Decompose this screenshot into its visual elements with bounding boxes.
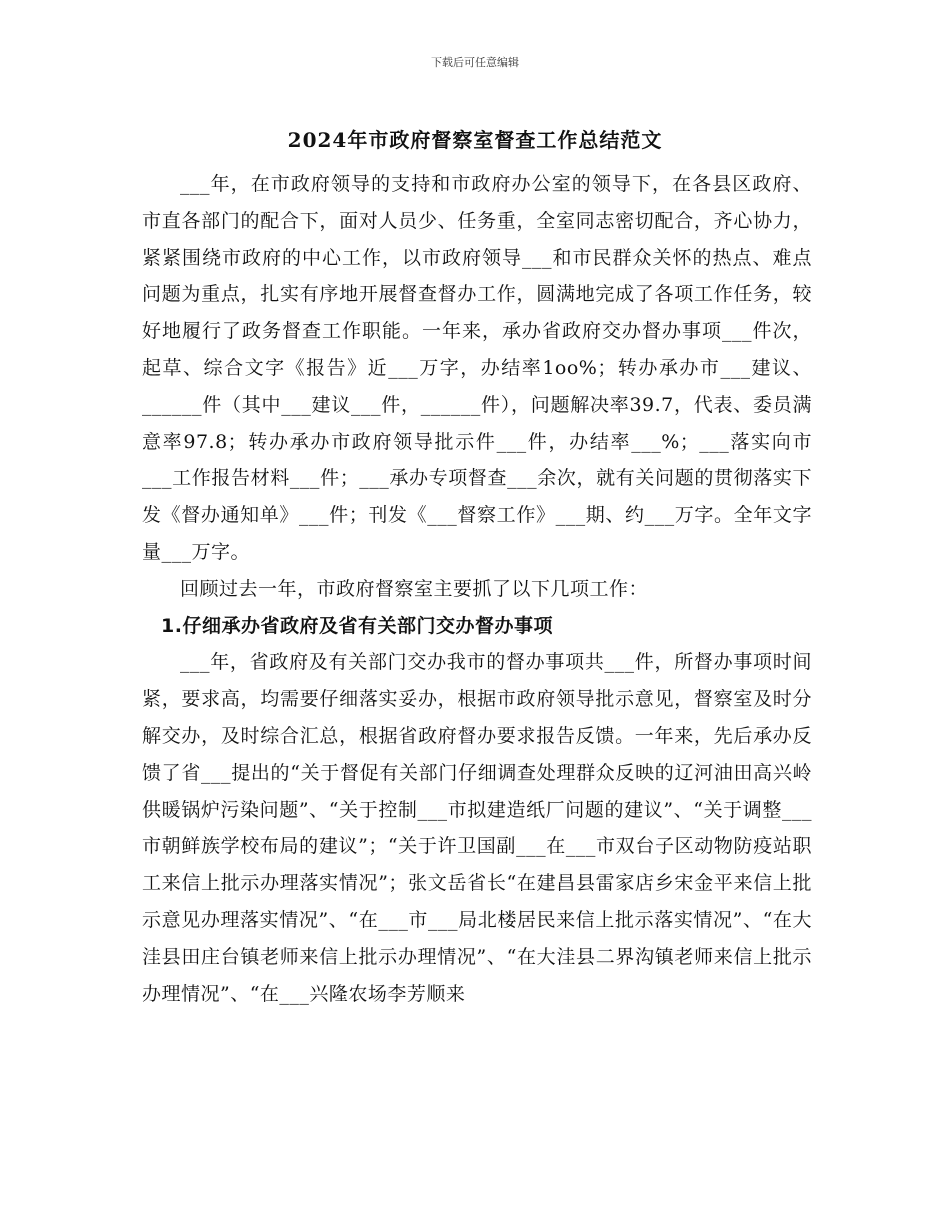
section-heading: 1.仔细承办省政府及省有关部门交办督办事项 [161, 614, 553, 637]
document-body [142, 166, 812, 1012]
section-paragraph: ___年，省政府及有关部门交办我市的督办事项共___件，所督办事项时间紧，要求高，均需要仔细落实妥办，根据市政府领导批示意见，督察室及时分解交办，及时综合汇总，根据省政府督办要求报告反馈。一年来，先后承办反馈了省___提出的“关于督促有关部门仔细调查处理群众反映的辽河油田高兴岭供暖锅炉污染问题”、“关于控制___市拟建造纸厂问题的建议”、“关于调整___市朝鲜族学校布局的建议”；“关于许卫国副___在___市双台子区动物防疫站职工来信上批示办理落实情况”；张文岳省长“在建昌县雷家店乡宋金平来信上批示意见办理落实情况”、“在___市___局北楼居民来信上批示落实情况”、“在大洼县田庄台镇老师来信上批示办理情况”、“在大洼县二界沟镇老师来信上批示办理情况”、“在___兴隆农场李芳顺来 [142, 651, 812, 1005]
document-title: 2024年市政府督察室督查工作总结范文 [287, 128, 663, 152]
header-note: 下载后可任意编辑 [431, 56, 519, 69]
intro-paragraph: ___年，在市政府领导的支持和市政府办公室的领导下，在各县区政府、市直各部门的配合下，面对人员少、任务重，全室同志密切配合，齐心协力，紧紧围绕市政府的中心工作，以市政府领导___和市民群众关怀的热点、难点问题为重点，扎实有序地开展督查督办工作，圆满地完成了各项工作任务，较好地履行了政务督查工作职能。一年来，承办省政府交办督办事项___件次，起草、综合文字《报告》近___万字，办结率1oo%；转办承办市___建议、______件（其中___建议___件，______件），问题解决率39.7，代表、委员满意率97.8；转办承办市政府领导批示件___件，办结率___%；___落实向市___工作报告材料___件；___承办专项督查___余次，就有关问题的贯彻落实下发《督办通知单》___件；刊发《___督察工作》___期、约___万字。全年文字量___万字。 [142, 173, 812, 563]
review-paragraph: 回顾过去一年，市政府督察室主要抓了以下几项工作： [180, 577, 649, 600]
